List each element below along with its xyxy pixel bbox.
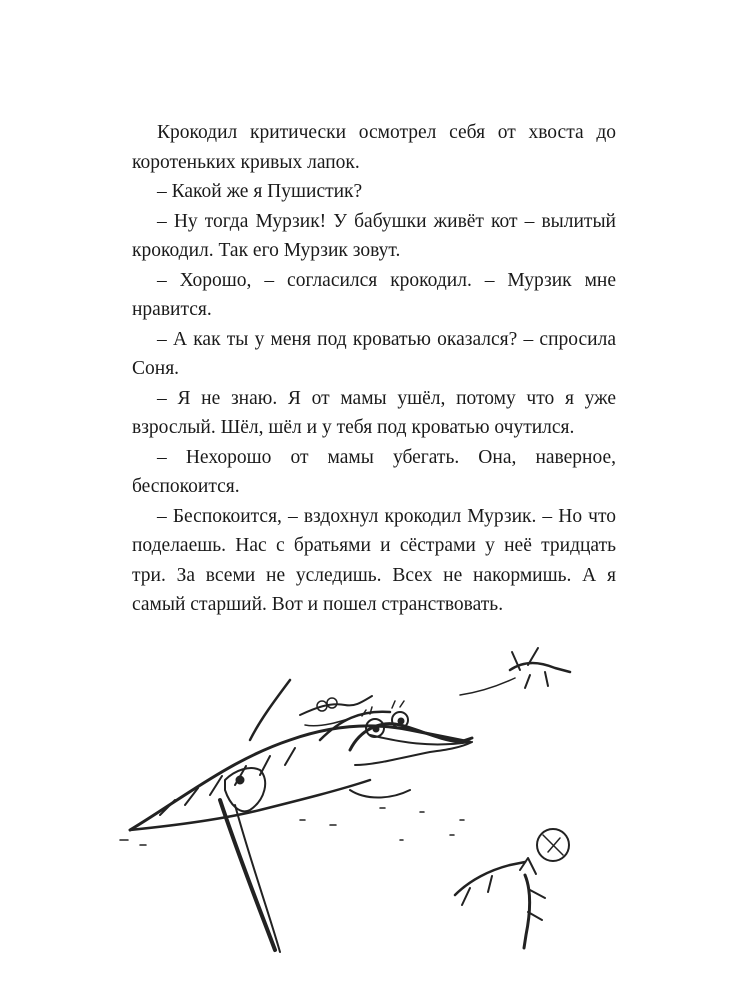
baby-crocodile-top-drawing xyxy=(300,696,372,726)
crocodile-head-drawing xyxy=(350,701,472,765)
paragraph-7: – Нехорошо от мамы убегать. Она, наверное, беспокоится. xyxy=(132,446,616,497)
paragraph-6: – Я не знаю. Я от мамы ушёл, потому что я уже взрослый. Шёл, шёл и у тебя под кроватью очутился. xyxy=(132,387,616,438)
paragraph-4: – Хорошо, – согласился крокодил. – Мурзик мне нравится. xyxy=(132,269,616,320)
ball-drawing xyxy=(537,829,569,861)
mother-crocodile-drawing xyxy=(130,680,470,952)
playing-crocodiles-drawing xyxy=(455,858,545,948)
paragraph-5: – А как ты у меня под кроватью оказался? – спросила Соня. xyxy=(132,328,616,379)
paragraph-8: – Беспокоится, – вздохнул крокодил Мурзик. – Но что поделаешь. Нас с братьями и сёстрами у неё тридцать три. За всеми не уследишь. Всех не накормишь. А я самый старший. Вот и пошел странствовать. xyxy=(132,505,616,615)
paragraph-2: – Какой же я Пушистик? xyxy=(157,181,363,202)
story-text xyxy=(132,118,616,620)
paragraph-1: Крокодил критически осмотрел себя от хвоста до коротеньких кривых лапок. xyxy=(132,122,616,173)
crocodile-family-illustration xyxy=(100,630,660,960)
paragraph-3: – Ну тогда Мурзик! У бабушки живёт кот – вылитый крокодил. Так его Мурзик зовут. xyxy=(132,210,616,261)
running-crocodile-drawing xyxy=(460,648,570,695)
